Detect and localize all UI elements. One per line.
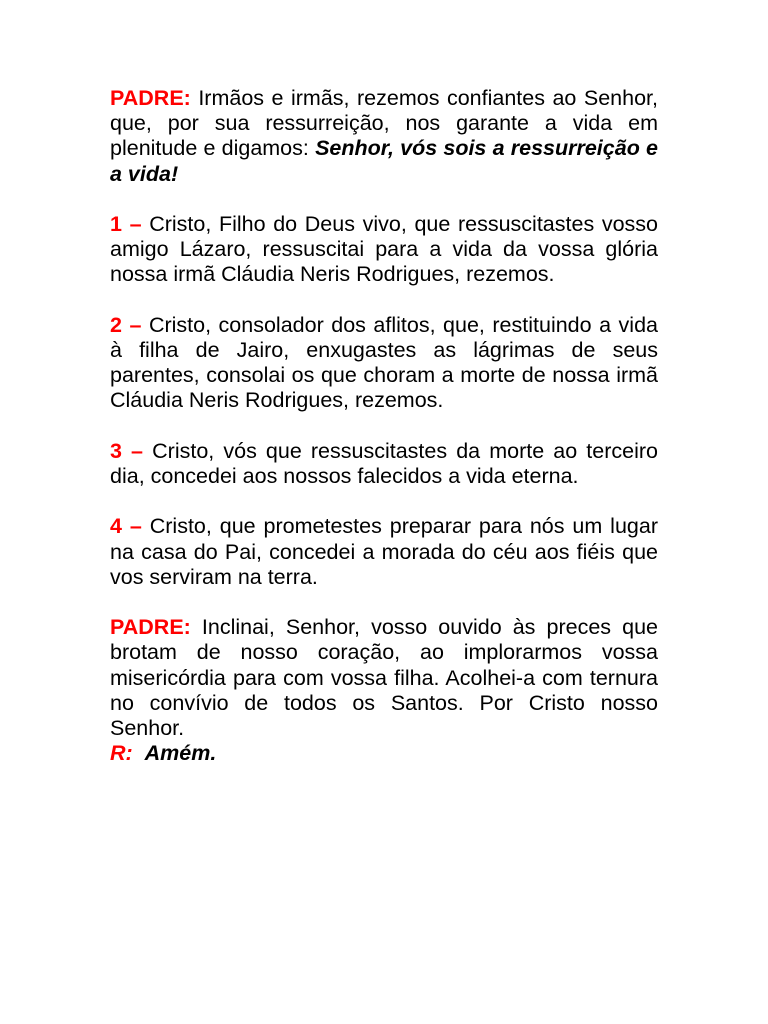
closing-speaker-label: PADRE: [110,615,191,640]
intro-speaker-label: PADRE: [110,86,191,110]
document-page [110,86,658,766]
intention-3-label: 3 – [110,438,144,463]
intention-4-text: Cristo, que prometestes preparar para nós um lugar na casa do Pai, concedei a morada do céu aos fiéis que vos serviram na terra. [110,514,658,589]
response-text: Amém. [144,741,217,766]
intro-response: Senhor, vós sois a ressurreição e a vida! [110,136,658,186]
intention-2 [110,313,658,414]
closing-paragraph [110,615,658,766]
response-label: R: [110,741,133,766]
intention-2-text: Cristo, consolador dos aflitos, que, restituindo a vida à filha de Jairo, enxugastes as lágrimas de seus parentes, consolai os que choram a morte de nossa irmã Cláudia Neris Rodrigues, rezemos. [110,312,658,413]
intention-1 [110,212,658,288]
intro-text: Irmãos e irmãs, rezemos confiantes ao Senhor, que, por sua ressurreição, nos garante a vida em plenitude e digamos: [110,86,658,161]
intention-4 [110,514,658,590]
intention-4-label: 4 – [110,514,142,539]
intention-1-text: Cristo, Filho do Deus vivo, que ressuscitastes vosso amigo Lázaro, ressuscitai para a vida da vossa glória nossa irmã Cláudia Neris Rodrigues, rezemos. [110,212,659,287]
intention-1-label: 1 – [110,212,142,236]
closing-text: Inclinai, Senhor, vosso ouvido às preces que brotam de nosso coração, ao implorarmos vossa misericórdia para com vossa filha. Acolhei-a com ternura no convívio de todos os Santos. Por Cristo nosso Senhor. [110,615,658,740]
intro-paragraph [110,86,658,187]
intention-3-text: Cristo, vós que ressuscitastes da morte ao terceiro dia, concedei aos nossos falecidos a vida eterna. [110,438,659,488]
intention-3 [110,439,658,489]
intention-2-label: 2 – [110,312,142,337]
